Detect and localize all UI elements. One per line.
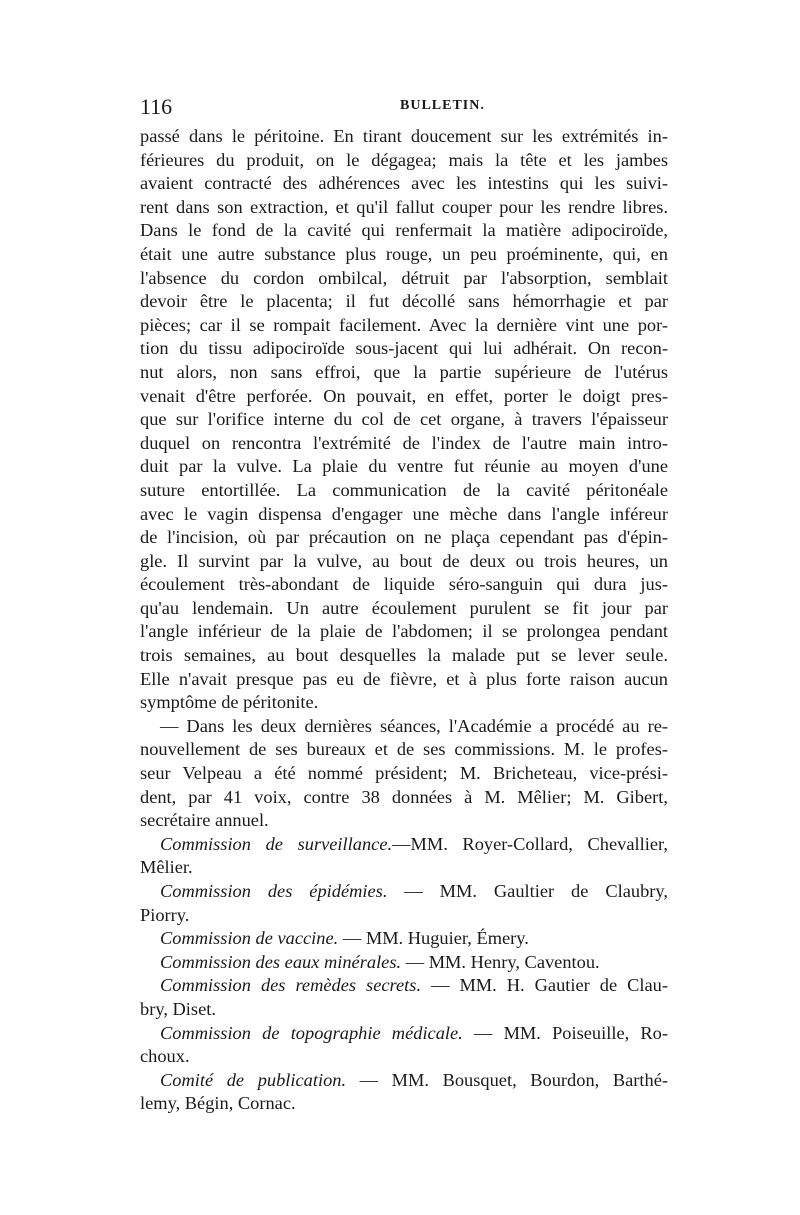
body-text [140,125,668,1116]
commission-name: Commission des eaux minérales. [160,951,402,972]
text-line: venait d'être perforée. On pouvait, en effet, porter le doigt pres- [140,385,668,406]
commission-members: — MM. Henry, Caventou. [401,951,600,972]
paragraph-case-report [140,125,668,715]
text-line: seur Velpeau a été nommé président; M. Bricheteau, vice-prési- [140,763,668,784]
text-line [140,1022,668,1046]
text-line: qu'au lendemain. Un autre écoulement purulent se fit jour par [140,597,668,618]
text-line: symptôme de péritonite. [140,692,319,713]
text-line [140,998,668,1022]
commission-name: Commission de surveillance. [160,833,393,854]
text-line: férieures du produit, on le dégagea; mais la tête et les jambes [140,149,668,170]
commission-members: — MM. Gaultier de Claubry, [387,881,668,901]
commission-name: Commission des épidémies. [160,881,388,901]
commission-members: lemy, Bégin, Cornac. [140,1093,296,1114]
commission-entry [140,951,668,975]
page-header [140,94,668,124]
text-line: de l'incision, où par précaution on ne plaça cependant pas d'épin- [140,527,668,548]
commission-members: Mêlier. [140,857,193,878]
commission-members: choux. [140,1046,190,1067]
text-line [140,880,668,904]
commission-name: Commission de topographie médicale. [160,1022,463,1043]
commission-members: Piorry. [140,904,190,925]
commission-name: Comité de publication. [160,1069,347,1090]
text-line: trois semaines, au bout desquelles la malade put se lever seule. [140,645,668,666]
commission-members: — MM. Poiseuille, Ro- [462,1022,669,1043]
text-line: rent dans son extraction, et qu'il fallut couper pour les rendre libres. [140,196,668,217]
text-line: Dans le fond de la cavité qui renfermait la matière adipociroïde, [140,220,668,241]
text-line: pièces; car il se rompait facilement. Avec la dernière vint une por- [140,314,668,335]
text-line: tion du tissu adipociroïde sous-jacent qui lui adhérait. On recon- [140,338,668,359]
text-line: nouvellement de ses bureaux et de ses commissions. M. le profes- [140,739,668,760]
text-line: avaient contracté des adhérences avec les intestins qui les suivi- [140,173,668,194]
text-line [140,856,668,880]
text-line [140,974,668,998]
commission-members: —MM. Royer-Collard, Chevallier, [392,833,669,854]
commission-entry [140,927,668,951]
text-line: passé dans le péritoine. En tirant doucement sur les extrémités in- [140,126,668,146]
commission-members: — MM. Huguier, Émery. [338,928,529,949]
commission-members: — MM. Bousquet, Bourdon, Barthé- [346,1069,668,1090]
text-line [140,1069,668,1093]
text-line [140,1045,668,1069]
text-line: dent, par 41 voix, contre 38 données à M. Mêlier; M. Gibert, [140,786,668,807]
paragraph-elections [140,715,668,833]
text-line: duit par la vulve. La plaie du ventre fut réunie au moyen d'une [140,456,668,477]
text-line: était une autre substance plus rouge, un peu proéminente, qui, en [140,243,668,264]
commission-name: Commission de vaccine. [160,928,339,949]
running-title: BULLETIN. [400,98,485,113]
commission-entry [140,1022,668,1069]
text-line: écoulement très-abondant de liquide séro-sanguin qui dura jus- [140,574,668,595]
text-line [140,833,668,857]
text-line: l'absence du cordon ombilcal, détruit par l'absorption, semblait [140,267,668,288]
text-line [140,1092,668,1116]
text-line: devoir être le placenta; il fut décollé sans hémorrhagie et par [140,291,668,312]
commission-entry [140,880,668,927]
page-number: 116 [140,94,173,119]
commission-name: Commission des remèdes secrets. [160,975,422,996]
text-line: nut alors, non sans effroi, que la partie supérieure de l'utérus [140,361,668,382]
text-line: que sur l'orifice interne du col de cet organe, à travers l'épaisseur [140,409,668,430]
text-line [140,927,668,951]
commission-members: — MM. H. Gautier de Clau- [421,975,668,996]
text-line: l'angle inférieur de la plaie de l'abdomen; il se prolongea pendant [140,621,668,642]
commission-members: bry, Diset. [140,998,216,1019]
text-line: — Dans les deux dernières séances, l'Académie a procédé au re- [160,715,668,736]
commission-entry [140,974,668,1021]
text-line: Elle n'avait presque pas eu de fièvre, et à plus forte raison aucun [140,668,668,689]
commission-entry [140,1069,668,1116]
text-line: suture entortillée. La communication de la cavité péritonéale [140,479,668,500]
commission-entry [140,833,668,880]
text-line [140,951,668,975]
text-line: gle. Il survint par la vulve, au bout de deux ou trois heures, un [140,550,668,571]
text-line: duquel on rencontra l'extrémité de l'index de l'autre main intro- [140,432,668,453]
text-line: secrétaire annuel. [140,810,269,831]
commission-list [140,833,668,1116]
text-line [140,904,668,928]
text-line: avec le vagin dispensa d'engager une mèche dans l'angle inféreur [140,503,668,524]
